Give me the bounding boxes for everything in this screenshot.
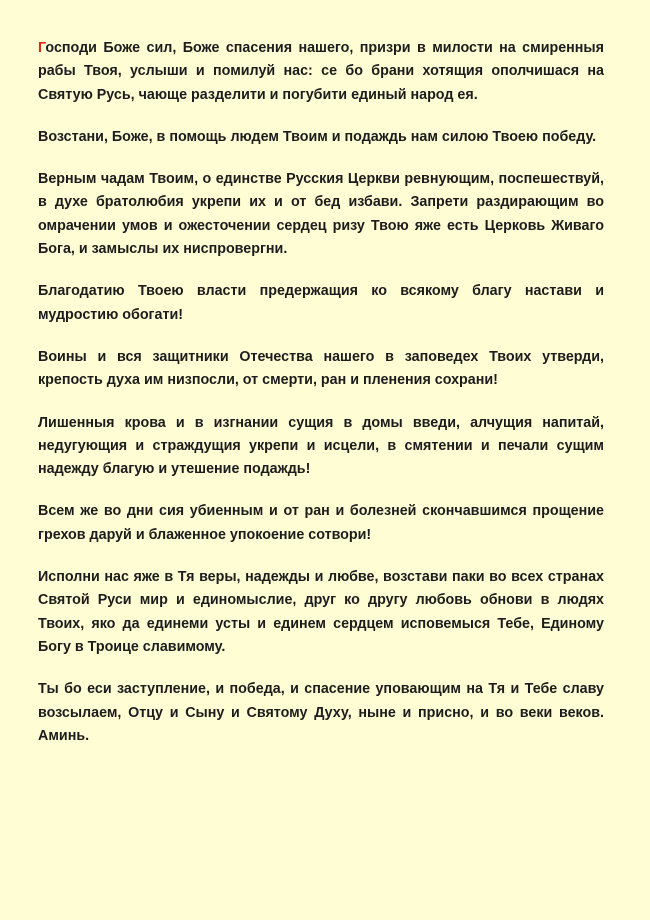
red-initial-letter: Г [38,40,46,56]
paragraph-4: Благодатию Твоею власти предержащия ко всякому благу настави и мудростию обогати! [38,283,604,323]
paragraph-1 [38,37,604,107]
paragraph-6: Лишенныя крова и в изгнании сущия в домы введи, алчущия напитай, недугующия и страждущия укрепи и исцели, в смятении и печали сущим надежду благую и утешение подаждь! [38,414,604,478]
paragraph-3: Верным чадам Твоим, о единстве Русския Церкви ревнующим, поспешествуй, в духе братолюбия укрепи их и от бед избави. Запрети раздирающим во омрачении умов и ожесточении сердец ризу Твою яже есть Церковь Живаго Бога, и замыслы их ниспровергни. [38,171,604,258]
paragraph-5: Воины и вся защитники Отечества нашего в заповедех Твоих утверди, крепость духа им низпосли, от смерти, ран и пленения сохрани! [38,348,604,389]
paragraph-2: Возстани, Боже, в помощь людем Твоим и подаждь нам силою Твоею победу. [38,128,597,145]
paragraph-7: Всем же во дни сия убиенным и от ран и болезней скончавшимся прощение грехов даруй и блаженное упокоение сотвори! [38,503,604,543]
paragraph-8: Исполни нас яже в Тя веры, надежды и любве, возстави паки во всех странах Святой Руси мир и единомыслие, друг ко другу любовь обнови в людях Твоих, яко да единеми усты и единем сердцем исповемыся Тебе, Единому Богу в Троице славимому. [38,569,604,655]
prayer-text [38,37,604,767]
paragraph-9: Ты бо еси заступление, и победа, и спасение уповающим на Тя и Тебе славу возсылаем, Отцу и Сыну и Святому Духу, ныне и присно, и во веки веков. Аминь. [38,681,604,744]
paragraph-1-text: осподи Боже сил, Боже спасения нашего, призри в милости на смиренныя рабы Твоя, услыши и помилуй нас: се бо брани хотящия ополчишася на Святую Русь, чающе разделити и погубити единый народ ея. [38,40,604,103]
